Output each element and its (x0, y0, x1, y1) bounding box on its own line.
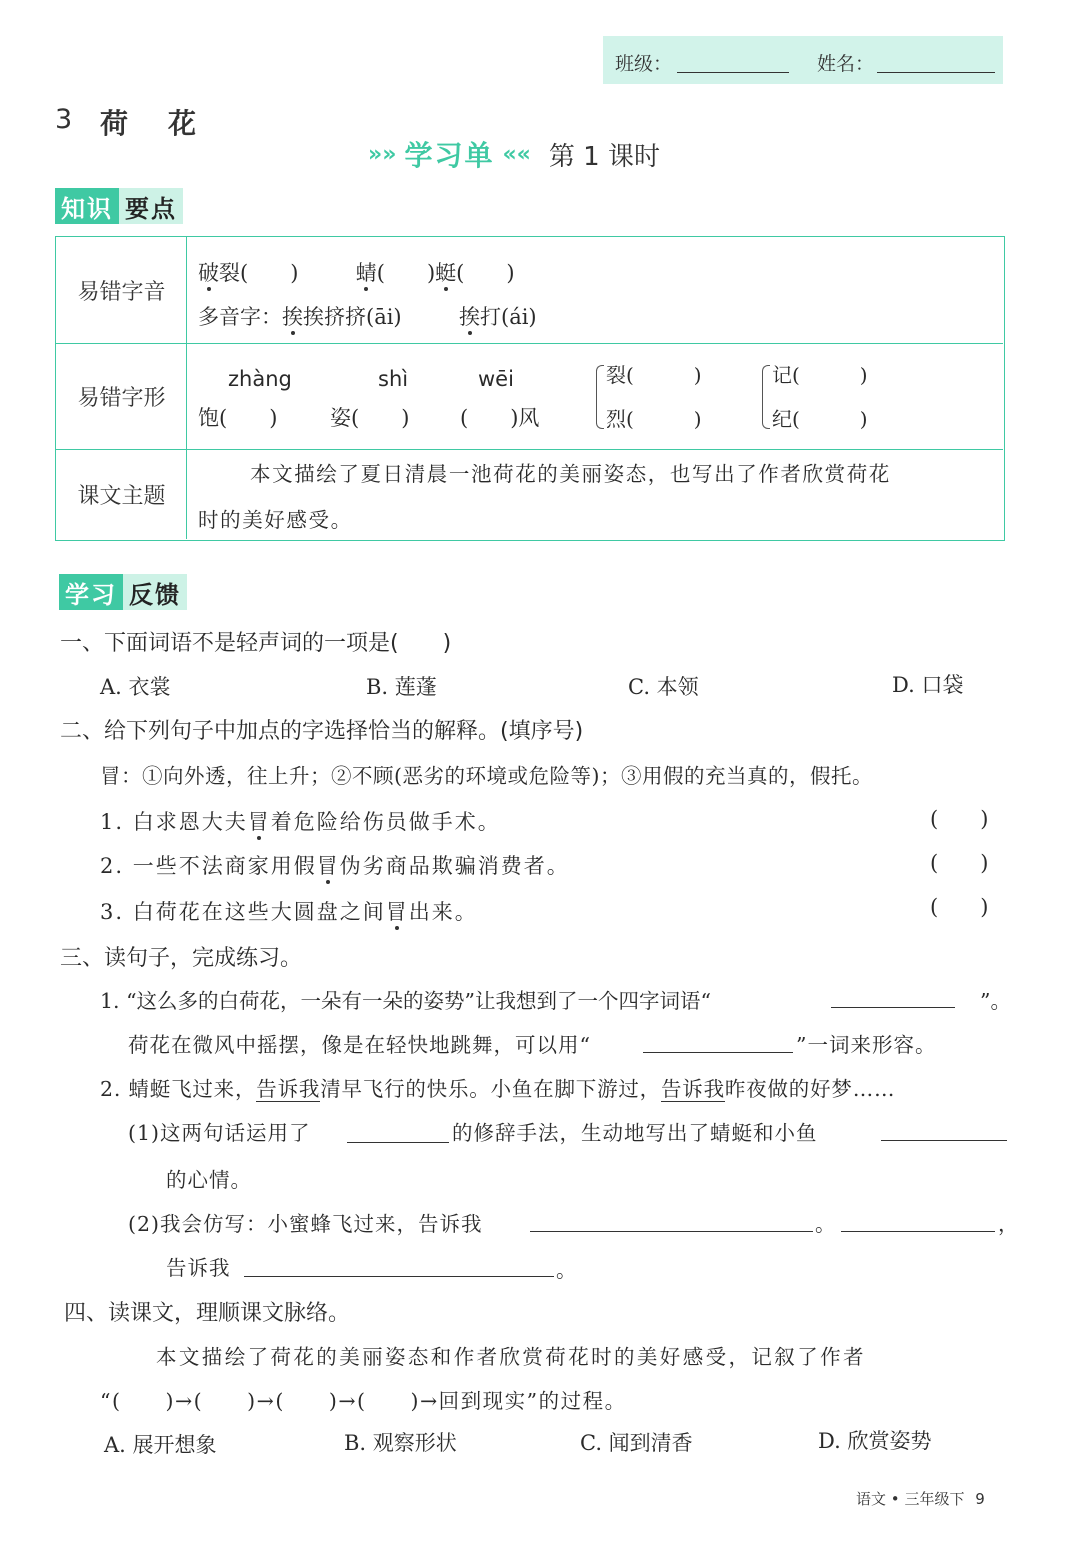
name-label: 姓名： (817, 53, 875, 75)
text: 打(ái) (480, 305, 537, 329)
q1-option-b[interactable]: B. 莲蓬 (366, 675, 437, 699)
q4-option-b[interactable]: B. 观察形状 (344, 1431, 457, 1455)
tag-part-a: 学习 (59, 574, 123, 610)
q3-sub1-a: (1)这两句话运用了 (128, 1121, 311, 1145)
q2-item-3 (100, 896, 478, 926)
q2-answer-3[interactable]: ( ) (930, 895, 989, 919)
dotted-char: 冒 (385, 900, 409, 924)
q3-sub2-e: 。 (556, 1258, 577, 1282)
q3-sub2-c: ， (998, 1212, 1019, 1236)
theme-line-2: 时的美好感受。 (198, 508, 353, 532)
q3-stem: 三、读句子，完成练习。 (60, 946, 303, 971)
learning-feedback-tag (59, 574, 187, 610)
q2-stem: 二、给下列句子中加点的字选择恰当的解释。(填序号) (60, 719, 584, 744)
glyph-word-3[interactable]: ( )风 (460, 406, 540, 430)
dotted-char: 挨 (282, 305, 303, 329)
name-blank[interactable] (877, 72, 995, 73)
q2-meanings: 冒：①向外透，往上升；②不顾(恶劣的环境或危险等)；③用假的充当真的，假托。 (100, 764, 873, 788)
dotted-char: 蜻 (355, 261, 377, 285)
q3-sub1-b: 的修辞手法，生动地写出了蜻蜓和小鱼 (452, 1121, 818, 1145)
q3-s1-line2-a: 荷花在微风中摇摆，像是在轻快地跳舞，可以用“ (128, 1033, 591, 1057)
pair2-bottom[interactable]: 纪( ) (772, 407, 868, 431)
answer-blank[interactable] (530, 1231, 813, 1232)
pair2-top[interactable]: 记( ) (772, 363, 868, 387)
q3-sub1-c: 的心情。 (166, 1168, 252, 1192)
text: 挨挤挤(āi) (303, 305, 402, 329)
text: 出来。 (408, 900, 478, 924)
q4-line2[interactable]: “( )→( )→( )→( )→回到现实”的过程。 (100, 1389, 627, 1413)
text: 伪劣商品欺骗消费者。 (339, 854, 570, 878)
table-row-line (56, 343, 1003, 344)
lesson-number: 3 (55, 104, 73, 135)
q3-sub2-d: 告诉我 (166, 1256, 231, 1280)
dotted-char: 蜓 (435, 261, 457, 285)
glyph-word-1[interactable]: 饱( ) (198, 406, 278, 430)
pinyin-shi: shì (378, 367, 409, 391)
brace-icon (596, 365, 604, 429)
dotted-char: 冒 (316, 854, 340, 878)
q2-item-2 (100, 850, 570, 880)
pair1-top[interactable]: 裂( ) (606, 363, 702, 387)
brace-icon (762, 365, 770, 429)
footer-grade: 三年级下 (904, 1490, 965, 1508)
q2-answer-2[interactable]: ( ) (930, 851, 989, 875)
class-name-box (603, 36, 1003, 84)
q4-line1: 本文描绘了荷花的美丽姿态和作者欣赏荷花时的美好感受，记叙了作者 (156, 1345, 866, 1369)
q4-option-a[interactable]: A. 展开想象 (104, 1433, 217, 1457)
knowledge-table (55, 236, 1005, 541)
underlined-text: 告诉我 (661, 1077, 725, 1101)
pinyin-wei: wēi (478, 367, 514, 391)
q3-s1-line2-b: ”一词来形容。 (796, 1033, 937, 1057)
text: 昨夜做的好梦…… (724, 1077, 896, 1101)
tag-part-b: 反馈 (123, 574, 187, 610)
q3-sub2-a: (2)我会仿写：小蜜蜂飞过来，告诉我 (128, 1212, 483, 1236)
q1-option-a[interactable]: A. 衣裳 (100, 675, 171, 699)
pair1-bottom[interactable]: 烈( ) (606, 407, 702, 431)
theme-line-1: 本文描绘了夏日清晨一池荷花的美丽姿态，也写出了作者欣赏荷花 (250, 462, 891, 486)
knowledge-points-tag (55, 188, 183, 224)
text[interactable]: ( ) (376, 261, 436, 285)
answer-blank[interactable] (881, 1140, 1007, 1141)
footer-subject: 语文 (856, 1490, 887, 1508)
pronunciation-line-1 (198, 257, 515, 287)
dotted-char: 破 (198, 261, 219, 285)
answer-blank[interactable] (643, 1052, 793, 1053)
worksheet-title: 学习单 (404, 139, 495, 172)
text: 2. 一些不法商家用假 (100, 854, 317, 878)
glyph-word-2[interactable]: 姿( ) (330, 406, 410, 430)
lesson-title: 荷 花 (100, 107, 203, 140)
class-blank[interactable] (677, 72, 789, 73)
answer-blank[interactable] (244, 1276, 554, 1277)
pronunciation-line-2 (198, 301, 537, 331)
text: 多音字： (198, 305, 282, 329)
text: 清早飞行的快乐。小鱼在脚下游过， (320, 1077, 661, 1101)
q2-item-1 (100, 806, 501, 836)
arrows-right-icon: »» (368, 141, 397, 167)
text: 1. 白求恩大夫 (100, 810, 248, 834)
text: 着危险给伤员做手术。 (270, 810, 501, 834)
row-label-theme: 课文主题 (77, 484, 166, 509)
underlined-text: 告诉我 (256, 1077, 321, 1101)
q3-sub2-b: 。 (815, 1212, 836, 1236)
arrows-left-icon: «« (502, 141, 531, 167)
q4-option-c[interactable]: C. 闻到清香 (580, 1431, 693, 1455)
q3-s2 (100, 1072, 895, 1102)
table-row-line (56, 449, 1003, 450)
q4-stem: 四、读课文，理顺课文脉络。 (64, 1301, 351, 1326)
answer-blank[interactable] (841, 1231, 995, 1232)
pinyin-zhang: zhàng (228, 367, 292, 391)
q3-s1-line1: 1. “这么多的白荷花，一朵有一朵的姿势”让我想到了一个四字词语“ (100, 989, 712, 1013)
worksheet-heading (368, 136, 660, 172)
page-number: 9 (975, 1490, 985, 1508)
q1-stem: 一、下面词语不是轻声词的一项是( ) (60, 631, 452, 656)
class-label: 班级： (615, 53, 673, 75)
session-label: 第 1 课时 (548, 141, 660, 172)
answer-blank[interactable] (831, 1007, 955, 1008)
page-footer (856, 1488, 985, 1509)
dotted-char: 冒 (247, 810, 271, 834)
tag-part-b: 要点 (119, 188, 183, 224)
q4-option-d[interactable]: D. 欣赏姿势 (818, 1429, 932, 1453)
q1-option-c[interactable]: C. 本领 (628, 675, 699, 699)
row-label-glyph: 易错字形 (77, 385, 166, 411)
text[interactable]: ( ) (456, 261, 515, 285)
dotted-char: 挨 (459, 305, 480, 329)
answer-blank[interactable] (347, 1142, 449, 1143)
text: 2. 蜻蜓飞过来， (100, 1077, 257, 1101)
q3-s1-line1-end: ”。 (980, 989, 1011, 1013)
q2-answer-1[interactable]: ( ) (930, 807, 989, 831)
row-label-pronunciation: 易错字音 (77, 279, 166, 305)
text[interactable]: 裂( ) (219, 261, 299, 285)
text: 3. 白荷花在这些大圆盘之间 (100, 900, 386, 924)
q1-option-d[interactable]: D. 口袋 (892, 673, 964, 697)
tag-part-a: 知识 (55, 188, 119, 224)
footer-separator: • (890, 1490, 900, 1508)
